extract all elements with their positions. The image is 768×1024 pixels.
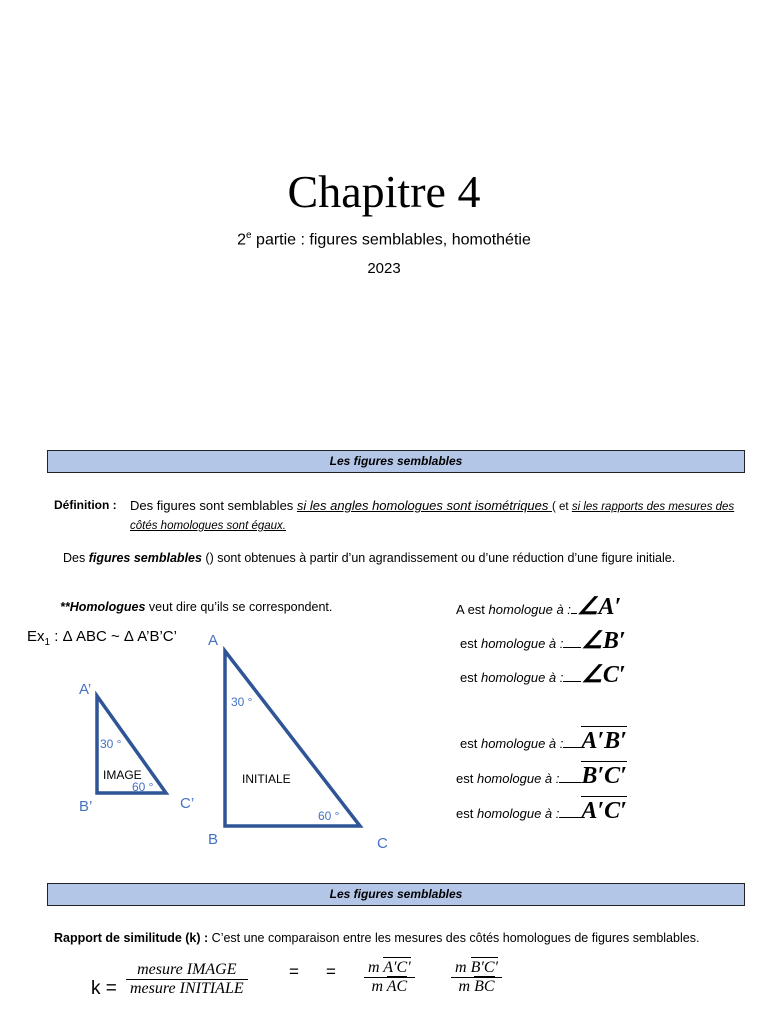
f3-num-seg: B′C′ (470, 959, 499, 976)
rapport-label: Rapport de similitude (k) : (54, 931, 209, 945)
example-sub: 1 (44, 637, 51, 648)
subtitle-superscript: e (246, 230, 252, 241)
homologue-row-2 (460, 626, 626, 655)
homologue-row-3 (460, 660, 626, 689)
row4-word: homologue à : (480, 736, 564, 751)
row1-word: homologue à : (488, 602, 571, 617)
row1-pre: A est (456, 602, 489, 617)
label-c-prime: C’ (180, 795, 195, 812)
row2-word: homologue à : (480, 636, 564, 651)
example-pre: Ex (27, 628, 45, 645)
f2-den-m: m (371, 978, 384, 995)
triangle-initial (225, 651, 360, 826)
row6-pre: est (456, 806, 477, 821)
definition-text (130, 497, 735, 535)
image-name: IMAGE (103, 768, 142, 782)
formula-k: k = (91, 978, 117, 999)
homologue-row-4 (460, 728, 627, 755)
page-year: 2023 (367, 260, 401, 277)
row1-value: ∠A′ (576, 594, 622, 620)
subtitle-number: 2 (237, 231, 247, 249)
definition-part-3: ( et (552, 501, 572, 513)
label-b-prime: B’ (79, 798, 93, 815)
formula-fraction-3 (451, 959, 502, 996)
homologue-row-5 (456, 763, 627, 790)
f2-num-seg: A′C′ (383, 959, 411, 976)
initial-angle-60: 60 ° (318, 809, 340, 823)
row5-word: homologue à : (476, 771, 560, 786)
row3-pre: est (460, 670, 481, 685)
definition-part-2: si les angles homologues sont isométriques (296, 498, 553, 513)
row2-value: ∠B′ (581, 628, 626, 654)
sentence-post: () sont obtenues à partir d’un agrandissement ou d’une réduction d’une figure initiale. (201, 551, 676, 565)
section-banner-2: Les figures semblables (47, 883, 745, 906)
example-rest: : Δ ABC ~ Δ A’B’C’ (50, 628, 177, 645)
label-a-prime: A’ (79, 681, 92, 698)
f2-num-m: m (368, 959, 380, 976)
f3-den-m: m (458, 978, 471, 995)
row2-pre: est (460, 636, 481, 651)
page-subtitle (0, 230, 768, 249)
formula-equals-2: = (326, 962, 336, 981)
row3-word: homologue à : (480, 670, 564, 685)
rapport-line (54, 931, 699, 945)
formula-fraction-1 (126, 961, 248, 998)
f2-den-seg: AC (386, 978, 408, 995)
triangles-figure (0, 600, 440, 870)
definition-label: Définition : (54, 498, 117, 512)
rapport-text: C’est une comparaison entre les mesures des côtés homologues de figures semblables. (208, 931, 700, 945)
fraction-3-denominator (451, 978, 502, 996)
homologue-row-1 (456, 592, 621, 621)
f3-den-seg: BC (474, 978, 495, 995)
section-banner-1: Les figures semblables (47, 450, 745, 473)
sentence-pre: Des (63, 551, 89, 565)
row4-pre: est (460, 736, 481, 751)
f3-num-m: m (455, 959, 467, 976)
definition-part-1: Des figures sont semblables (130, 498, 297, 513)
label-b: B (208, 831, 219, 848)
row5-pre: est (456, 771, 477, 786)
definition-part-4: si les rapports des mesures des côtés homologues sont égaux. (130, 501, 735, 532)
row6-value: A′C′ (581, 798, 627, 824)
label-c: C (377, 835, 388, 852)
image-angle-30: 30 ° (100, 737, 122, 751)
row4-value: A′B′ (581, 728, 627, 754)
initial-name: INITIALE (242, 772, 291, 786)
fraction-1-denominator: mesure INITIALE (130, 980, 244, 997)
formula-fraction-2 (364, 959, 415, 996)
row5-value: B′C′ (581, 763, 627, 789)
formula-equals-1: = (289, 962, 299, 981)
fraction-2-denominator (364, 978, 415, 996)
page-title: Chapitre 4 (287, 166, 481, 217)
note-rest: veut dire qu’ils se correspondent. (145, 600, 333, 614)
row3-value: ∠C′ (581, 662, 626, 688)
initial-angle-30: 30 ° (231, 695, 253, 709)
sentence-bold: figures semblables (88, 551, 202, 565)
label-a: A (208, 632, 219, 649)
note-bold: **Homologues (60, 600, 146, 614)
image-angle-60: 60 ° (132, 780, 154, 794)
semblables-sentence (63, 551, 675, 565)
homologue-row-6 (456, 798, 627, 825)
fraction-1-numerator: mesure IMAGE (126, 961, 248, 980)
subtitle-text: partie : figures semblables, homothétie (251, 231, 531, 249)
row6-word: homologue à : (476, 806, 560, 821)
